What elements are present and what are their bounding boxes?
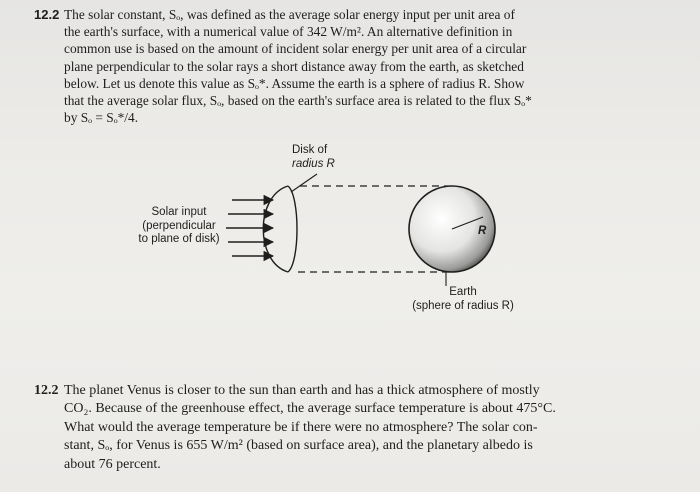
disk-left-arc: [263, 186, 288, 272]
problem-12-2-venus: [34, 382, 674, 474]
problem-number: 12.2: [34, 7, 60, 22]
problem-line: What would the average temperature be if there were no atmosphere? The solar con-: [64, 419, 538, 435]
problem-text: [64, 382, 674, 474]
solar-input-line: Solar input: [151, 206, 207, 218]
earth-label: [398, 286, 528, 313]
problem-number: 12.2: [34, 383, 59, 398]
disk-leader-line: [291, 174, 317, 192]
radius-label: R: [478, 225, 487, 237]
problem-line: common use is based on the amount of incident solar energy per unit area of a circular: [64, 41, 527, 57]
solar-input-label: [124, 206, 234, 247]
solar-input-line: (perpendicular: [142, 219, 216, 232]
problem-line: that the average solar flux, Sₒ, based on the earth's surface area is related to the flux Sₒ*: [64, 93, 532, 109]
disk-right-arc: [288, 186, 297, 272]
disk-label: [292, 144, 335, 171]
problem-line: stant, Sₒ, for Venus is 655 W/m² (based on surface area), and the planetary albedo is: [64, 438, 533, 454]
problem-line: by Sₒ = Sₒ*/4.: [64, 110, 139, 126]
problem-line: The solar constant, Sₒ, was defined as the average solar energy input per unit area of: [64, 7, 515, 22]
solar-input-line: to plane of disk): [138, 233, 220, 245]
problem-line: about 76 percent.: [64, 456, 161, 472]
earth-label-line: Earth: [449, 286, 477, 298]
problem-line: The planet Venus is closer to the sun than earth and has a thick atmosphere of mostly: [64, 383, 540, 398]
problem-line: CO₂. Because of the greenhouse effect, the average surface temperature is about 475°C.: [64, 401, 556, 417]
problem-line: the earth's surface, with a numerical value of 342 W/m². An alternative definition in: [64, 24, 513, 40]
earth-label-line: (sphere of radius R): [412, 299, 514, 312]
problem-line: plane perpendicular to the solar rays a short distance away from the earth, as sketched: [64, 58, 524, 74]
disk-label-line: Disk of: [292, 144, 328, 156]
problem-line: below. Let us denote this value as Sₒ*. Assume the earth is a sphere of radius R. Show: [64, 75, 525, 91]
disk-label-line: radius R: [292, 157, 335, 170]
